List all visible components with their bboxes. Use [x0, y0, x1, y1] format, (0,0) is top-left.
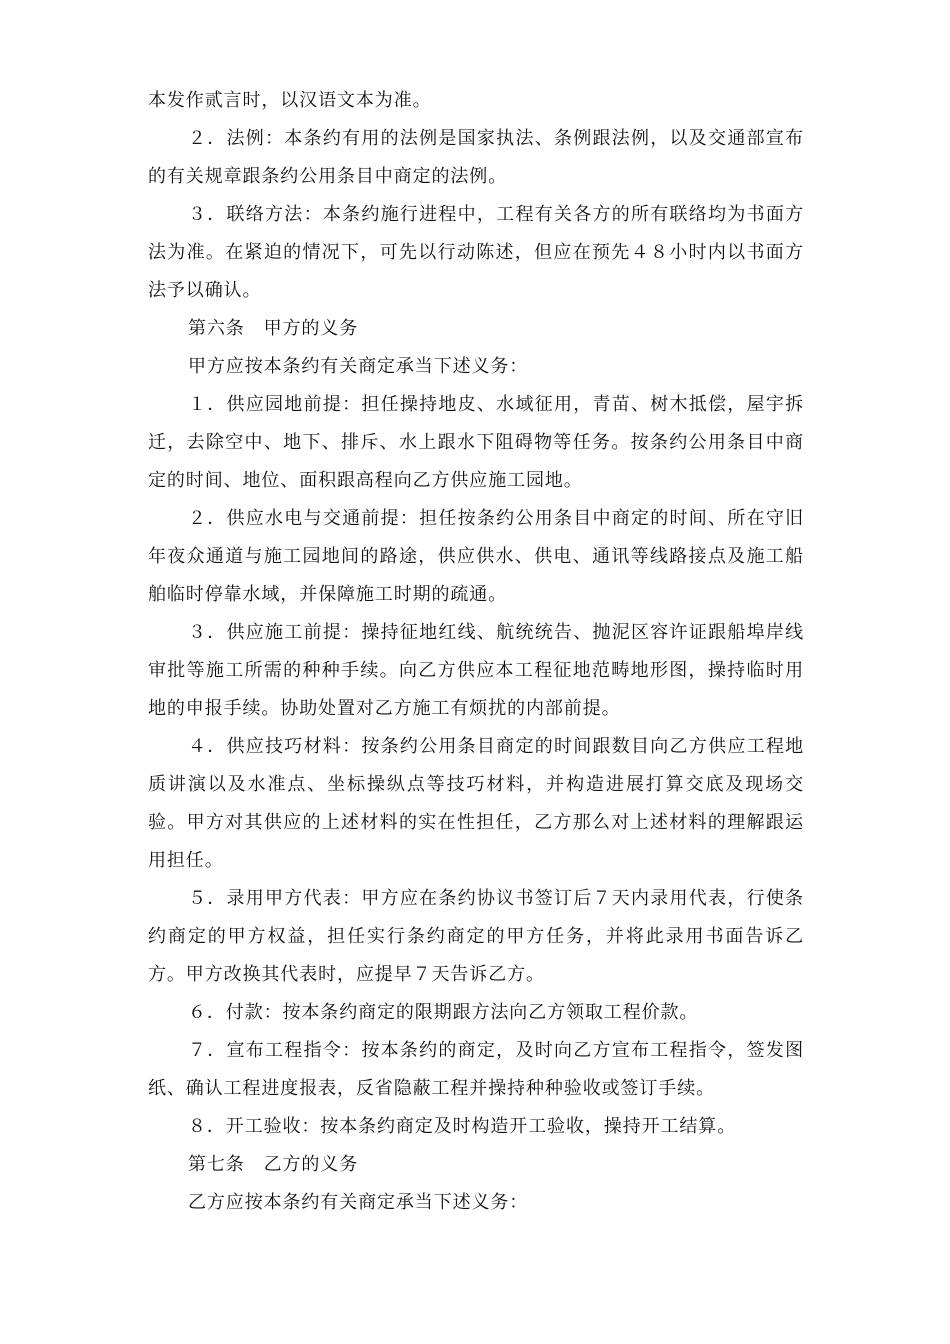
paragraph-item-2-utilities: ２．供应水电与交通前提：担任按条约公用条目中商定的时间、所在守旧年夜众通道与施工园地间的路途，供应供水、供电、通讯等线路接点及施工船舶临时停靠水域，并保障施工时期的疏通。	[148, 508, 804, 605]
section-heading-article-6: 第六条 甲方的义务	[188, 318, 359, 339]
paragraph-intro-party-a: 甲方应按本条约有关商定承当下述义务：	[188, 356, 529, 377]
paragraph-intro-party-b: 乙方应按本条约有关商定承当下述义务：	[188, 1192, 529, 1213]
paragraph-item-6-payment: ６．付款：按本条约商定的限期跟方法向乙方领取工程价款。	[188, 1002, 699, 1023]
document-body	[148, 82, 804, 1222]
paragraph-item-8-acceptance: ８．开工验收：按本条约商定及时构造开工验收，操持开工结算。	[188, 1116, 737, 1137]
paragraph-item-1-site: １．供应园地前提：担任操持地皮、水域征用，青苗、树木抵偿，屋宇拆迁，去除空中、地下、排斥、水上跟水下阻碍物等任务。按条约公用条目中商定的时间、地位、面积跟高程向乙方供应施工园地。	[148, 394, 804, 491]
paragraph-item-3-contact: ３．联络方法：本条约施行进程中，工程有关各方的所有联络均为书面方法为准。在紧迫的情况下，可先以行动陈述，但应在预先４８小时内以书面方法予以确认。	[148, 204, 804, 301]
paragraph-item-3-construction: ３．供应施工前提：操持征地红线、航统统告、抛泥区容许证跟船埠岸线审批等施工所需的种种手续。向乙方供应本工程征地范畴地形图，操持临时用地的申报手续。协助处置对乙方施工有烦扰的内部前提。	[148, 622, 804, 719]
paragraph-item-4-technical: ４．供应技巧材料：按条约公用条目商定的时间跟数目向乙方供应工程地质讲演以及水准点、坐标操纵点等技巧材料，并构造进展打算交底及现场交验。甲方对其供应的上述材料的实在性担任，乙方那么对上述材料的理解跟运用担任。	[148, 736, 804, 871]
paragraph-item-5-representative: ５．录用甲方代表：甲方应在条约协议书签订后７天内录用代表，行使条约商定的甲方权益，担任实行条约商定的甲方任务，并将此录用书面告诉乙方。甲方改换其代表时，应提早７天告诉乙方。	[148, 888, 804, 985]
paragraph-item-7-instructions: ７．宣布工程指令：按本条约的商定，及时向乙方宣布工程指令，签发图纸、确认工程进度报表，反省隐蔽工程并操持种种验收或签订手续。	[148, 1040, 804, 1099]
section-heading-article-7: 第七条 乙方的义务	[188, 1154, 359, 1175]
paragraph-continuation: 本发作贰言时，以汉语文本为准。	[148, 90, 432, 111]
paragraph-item-2-law: ２．法例：本条约有用的法例是国家执法、条例跟法例，以及交通部宣布的有关规章跟条约公用条目中商定的法例。	[148, 128, 804, 187]
